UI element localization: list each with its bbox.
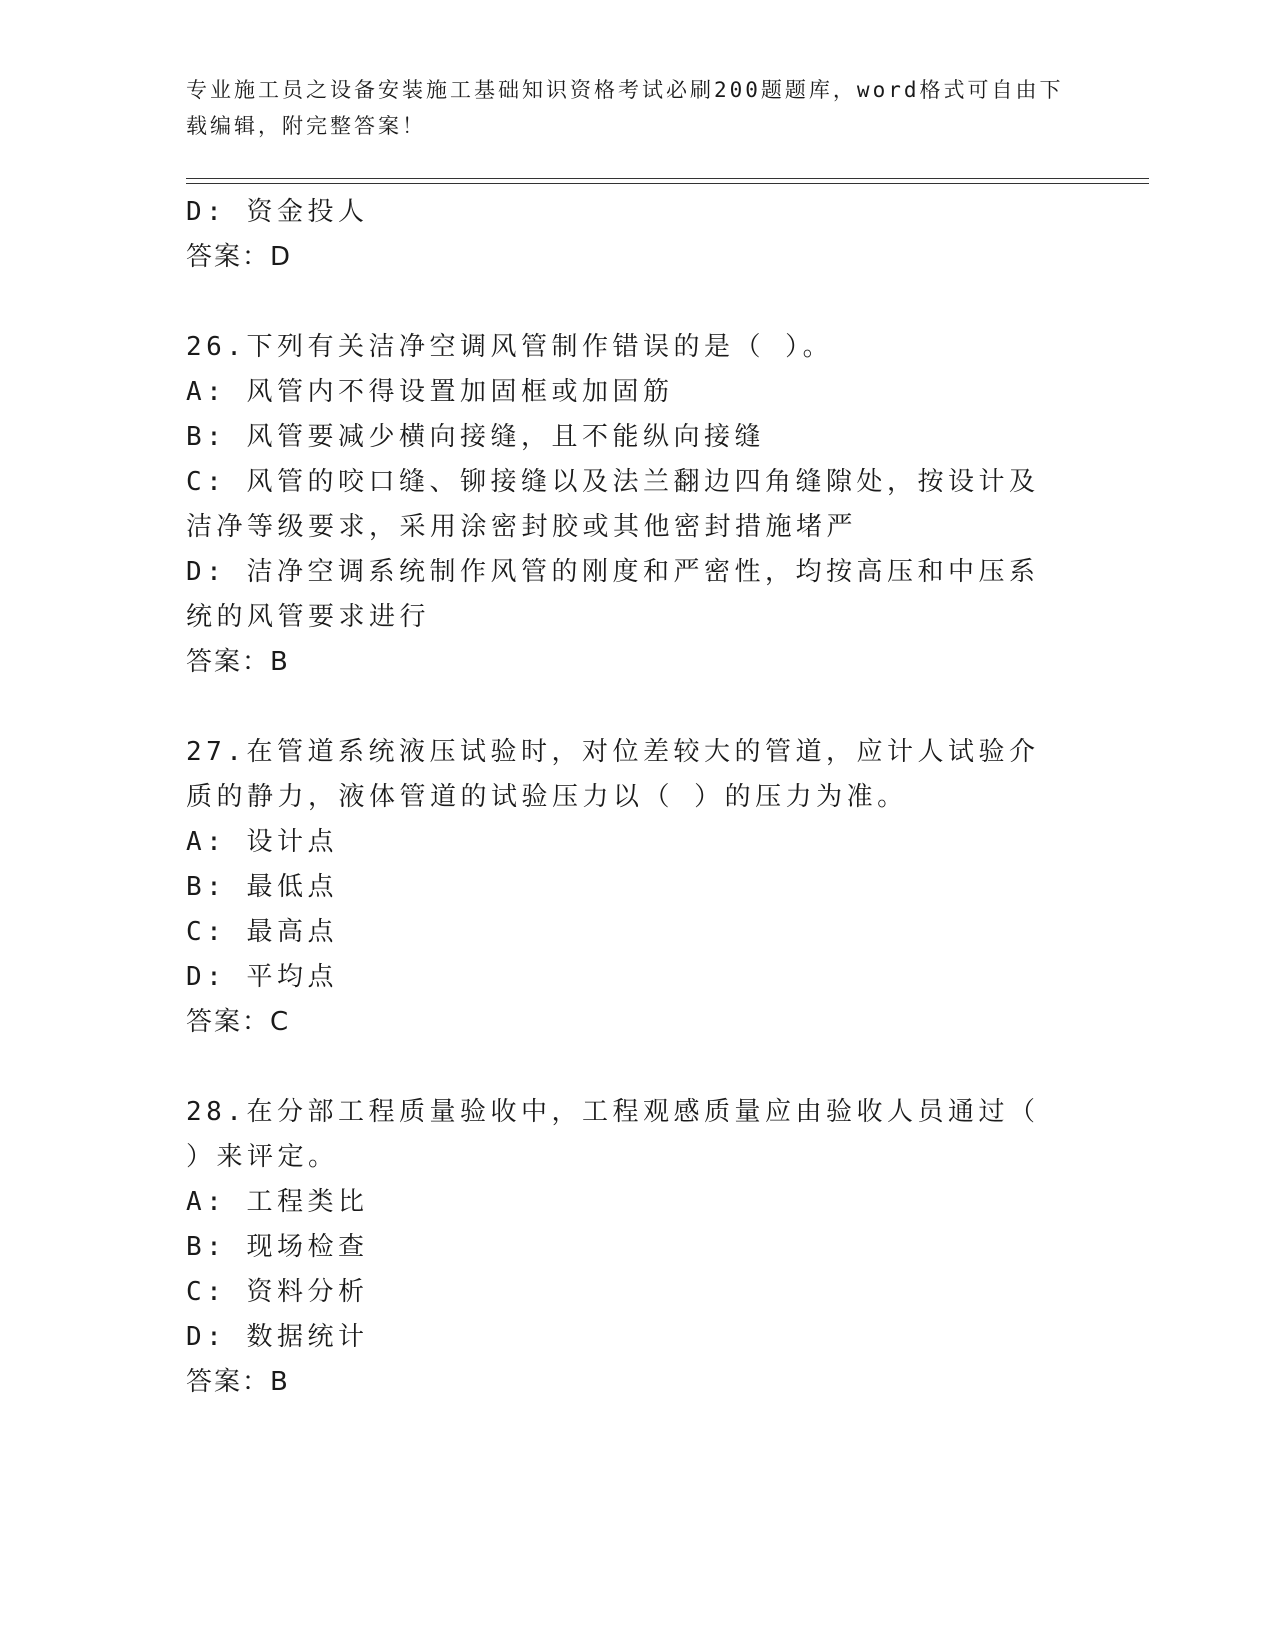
option-c: C: 风管的咬口缝、铆接缝以及法兰翻边四角缝隙处，按设计及洁净等级要求，采用涂密封胶或其他密封措施堵严 — [186, 467, 1040, 542]
question-26 — [186, 325, 1066, 685]
question-text: 26.下列有关洁净空调风管制作错误的是（ ）。 — [186, 332, 834, 362]
option-d: D: 数据统计 — [186, 1322, 369, 1352]
option-d: D: 洁净空调系统制作风管的刚度和严密性，均按高压和中压系统的风管要求进行 — [186, 557, 1040, 632]
answer-line: 答案：D — [186, 242, 293, 272]
question-text: 27.在管道系统液压试验时，对位差较大的管道，应计人试验介质的静力，液体管道的试验压力以（ ）的压力为准。 — [186, 737, 1040, 812]
option-c: C: 资料分析 — [186, 1277, 369, 1307]
option-c: C: 最高点 — [186, 917, 338, 947]
answer-line: 答案：B — [186, 1367, 290, 1397]
header-divider — [186, 178, 1149, 184]
page-header — [186, 72, 1066, 144]
question-28 — [186, 1090, 1066, 1405]
spacer — [186, 280, 1066, 325]
option-b: B: 风管要减少横向接缝，且不能纵向接缝 — [186, 422, 765, 452]
question-27 — [186, 730, 1066, 1045]
option-b: B: 最低点 — [186, 872, 338, 902]
header-text: 专业施工员之设备安装施工基础知识资格考试必刷200题题库，word格式可自由下载编辑，附完整答案！ — [186, 78, 1064, 138]
spacer — [186, 1045, 1066, 1090]
spacer — [186, 685, 1066, 730]
answer-line: 答案：B — [186, 647, 290, 677]
option-b: B: 现场检查 — [186, 1232, 369, 1262]
option-a: A: 风管内不得设置加固框或加固筋 — [186, 377, 674, 407]
option-d: D: 平均点 — [186, 962, 338, 992]
answer-line: 答案：C — [186, 1007, 291, 1037]
option-a: A: 设计点 — [186, 827, 338, 857]
previous-question-tail — [186, 190, 1066, 280]
option-a: A: 工程类比 — [186, 1187, 369, 1217]
question-list — [186, 190, 1066, 1405]
question-text: 28.在分部工程质量验收中，工程观感质量应由验收人员通过（ ）来评定。 — [186, 1097, 1040, 1172]
option-d: D: 资金投人 — [186, 197, 369, 227]
